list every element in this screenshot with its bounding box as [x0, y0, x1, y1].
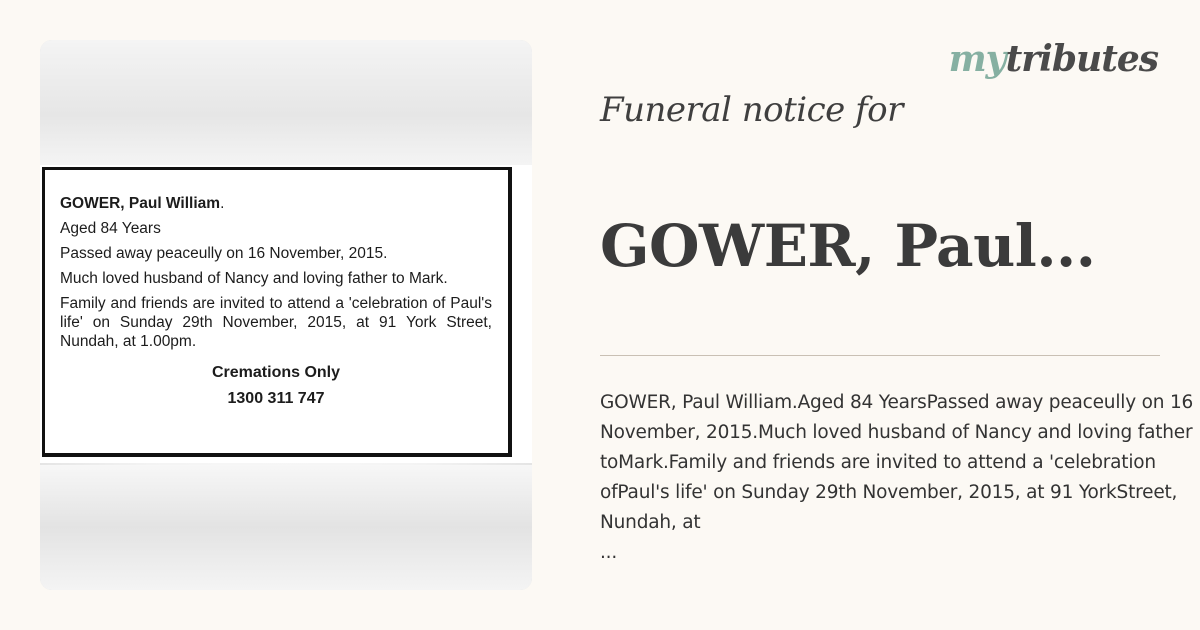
notice-name-suffix: .: [220, 195, 225, 212]
notice-phone: 1300 311 747: [227, 390, 325, 407]
notice-cremations: Cremations Only: [211, 364, 341, 381]
notice-name: GOWER, Paul William: [60, 195, 221, 212]
notice-invite: Family and friends are invited to attend a 'celebration of Paul's life' on Sunday 29th November, 2015, at 91 York Street, Nundah, at 1.00pm.: [60, 295, 492, 350]
deceased-name-title: GOWER, Paul...: [600, 212, 1096, 280]
notice-image: [40, 40, 532, 590]
excerpt-text: GOWER, Paul William.Aged 84 YearsPassed away peaceully on 16 November, 2015.Much loved husband of Nancy and loving father toMark.Family and friends are invited to attend a 'celebration ofPaul's life' on Sunday 29th November, 2015, at 91 YorkStreet, Nundah, at: [600, 392, 1194, 533]
notice-passed: Passed away peaceully on 16 November, 2015.: [60, 245, 388, 262]
notice-box: [42, 167, 512, 457]
mytributes-logo[interactable]: [949, 38, 1158, 80]
logo-my: my: [948, 38, 1006, 80]
page-heading: Funeral notice for: [600, 90, 903, 130]
logo-tributes: tributes: [1005, 38, 1158, 80]
divider: [600, 355, 1160, 356]
newspaper-clipping: [40, 165, 532, 463]
excerpt-ellipsis: ...: [600, 542, 618, 563]
notice-name-line: [60, 194, 492, 213]
notice-excerpt: [600, 388, 1195, 568]
notice-age: Aged 84 Years: [60, 220, 161, 237]
notice-family: Much loved husband of Nancy and loving father to Mark.: [60, 270, 448, 287]
